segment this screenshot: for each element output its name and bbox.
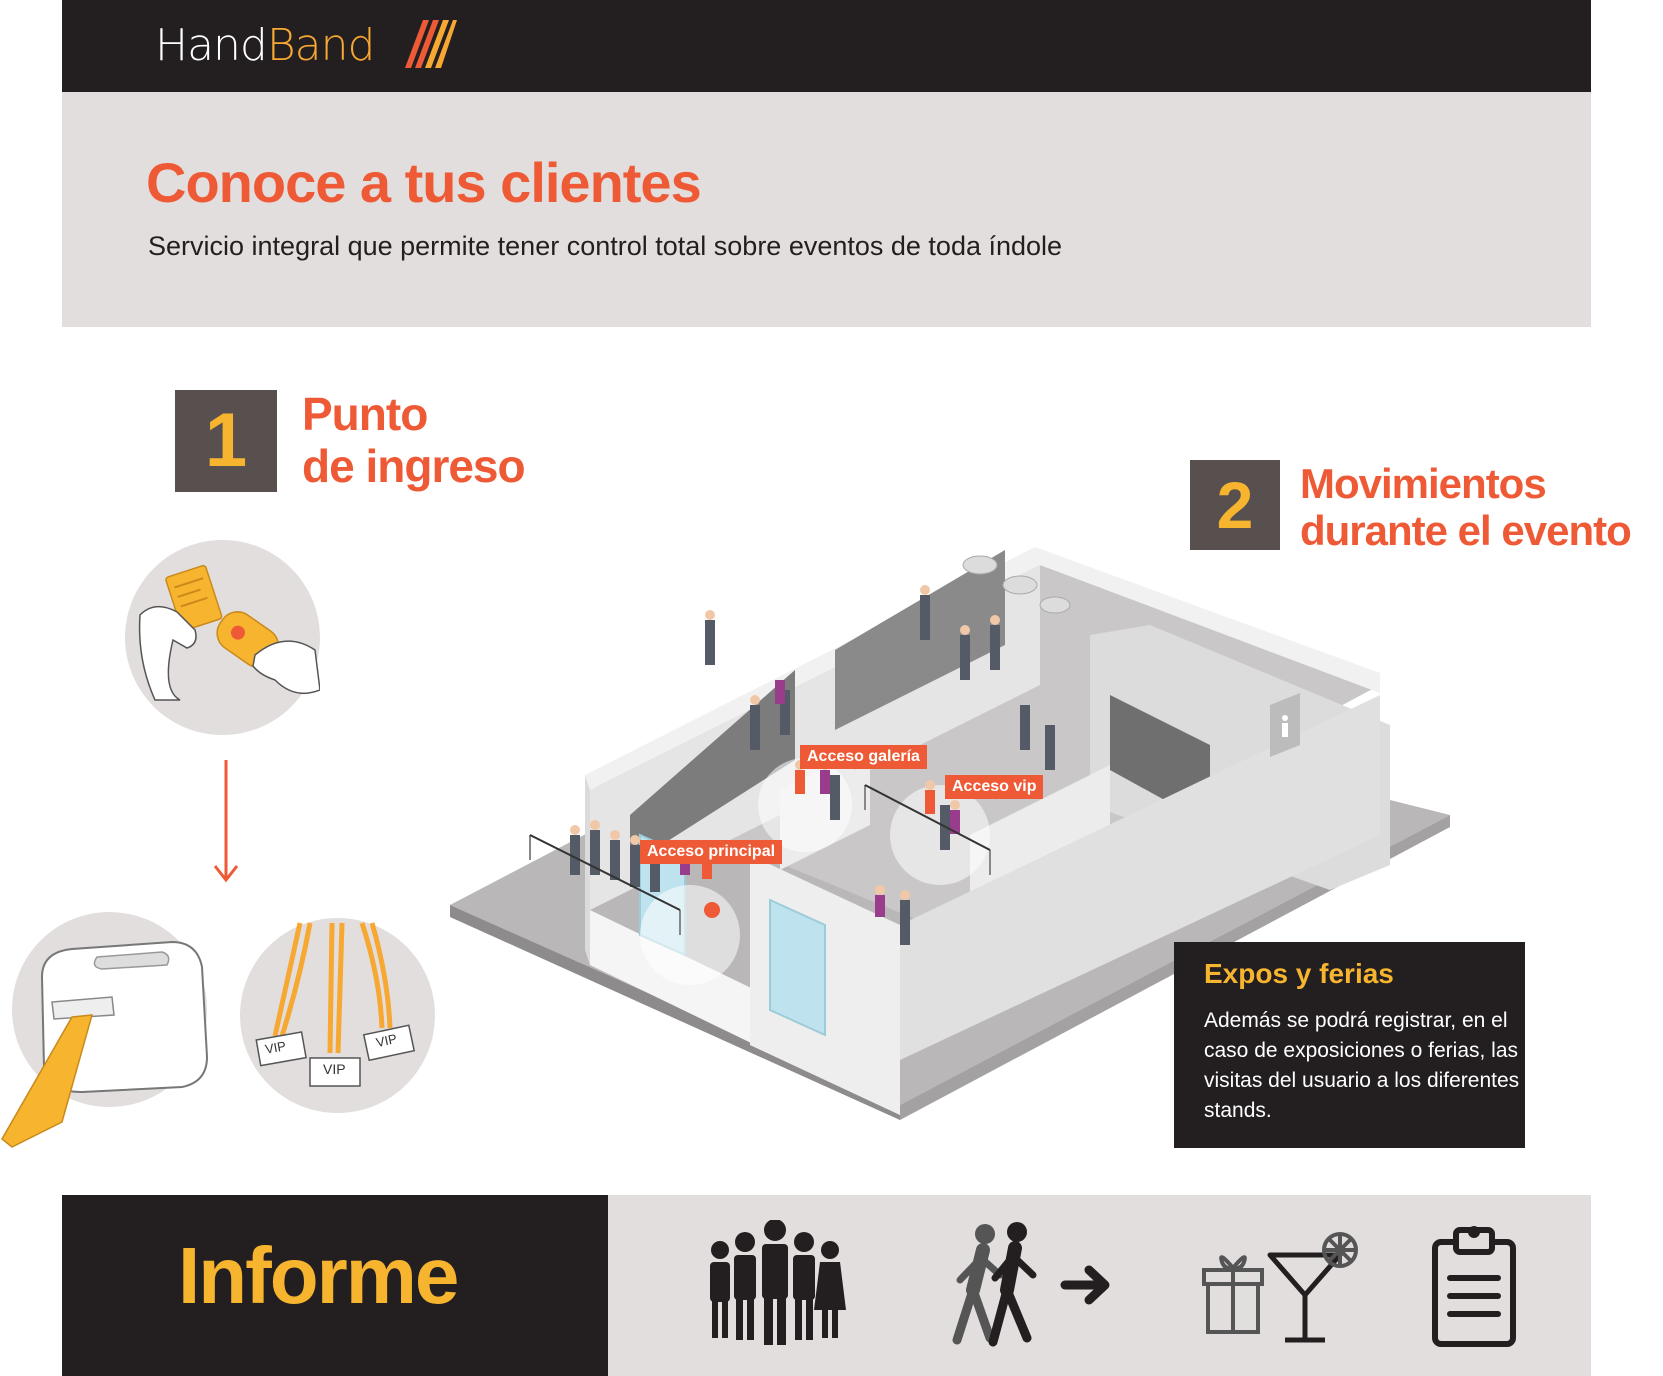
brand-name-part2: Band — [266, 20, 375, 71]
card-scan-illustration — [125, 540, 320, 735]
section-2-number: 2 — [1190, 460, 1280, 550]
card-scanner-icon — [125, 540, 320, 735]
section-1-number: 1 — [175, 390, 277, 492]
vip-badge-left: VIP — [263, 1038, 288, 1057]
clipboard-icon — [1430, 1220, 1520, 1350]
gift-cocktail-icon — [1200, 1220, 1365, 1350]
vip-badge-right: VIP — [374, 1030, 399, 1051]
section-1-title-line2: de ingreso — [302, 440, 525, 492]
wristband-printer-illustration — [12, 912, 207, 1107]
expo-title: Expos y ferias — [1204, 958, 1394, 989]
section-1-title-line1: Punto — [302, 388, 428, 440]
printer-icon — [2, 907, 262, 1147]
walking-people-icon — [945, 1220, 1115, 1350]
tag-acceso-vip: Acceso vip — [945, 775, 1043, 799]
logo-stripes-icon — [405, 18, 457, 70]
footer-title: Informe — [178, 1231, 458, 1320]
brand-name-part1: Hand — [155, 20, 267, 71]
arrow-down-icon — [212, 760, 240, 885]
tag-acceso-galeria: Acceso galería — [800, 745, 927, 769]
hero-title: Conoce a tus clientes — [146, 151, 701, 214]
vip-badge-center: VIP — [323, 1061, 346, 1077]
hero-subtitle: Servicio integral que permite tener control total sobre eventos de toda índole — [148, 231, 1063, 261]
people-group-icon — [700, 1220, 850, 1350]
section-2-title-line2: durante el evento — [1300, 507, 1631, 554]
section-1-title — [302, 388, 525, 492]
section-2-title-line1: Movimientos — [1300, 460, 1546, 507]
brand-logo[interactable] — [155, 20, 374, 71]
vip-lanyards-illustration — [240, 918, 435, 1113]
tag-acceso-principal: Acceso principal — [640, 840, 782, 864]
expo-description: Además se podrá registrar, en el caso de exposiciones o ferias, las visitas del usuario a los diferentes stands. — [1204, 1009, 1520, 1122]
lanyard-icon — [240, 918, 435, 1113]
